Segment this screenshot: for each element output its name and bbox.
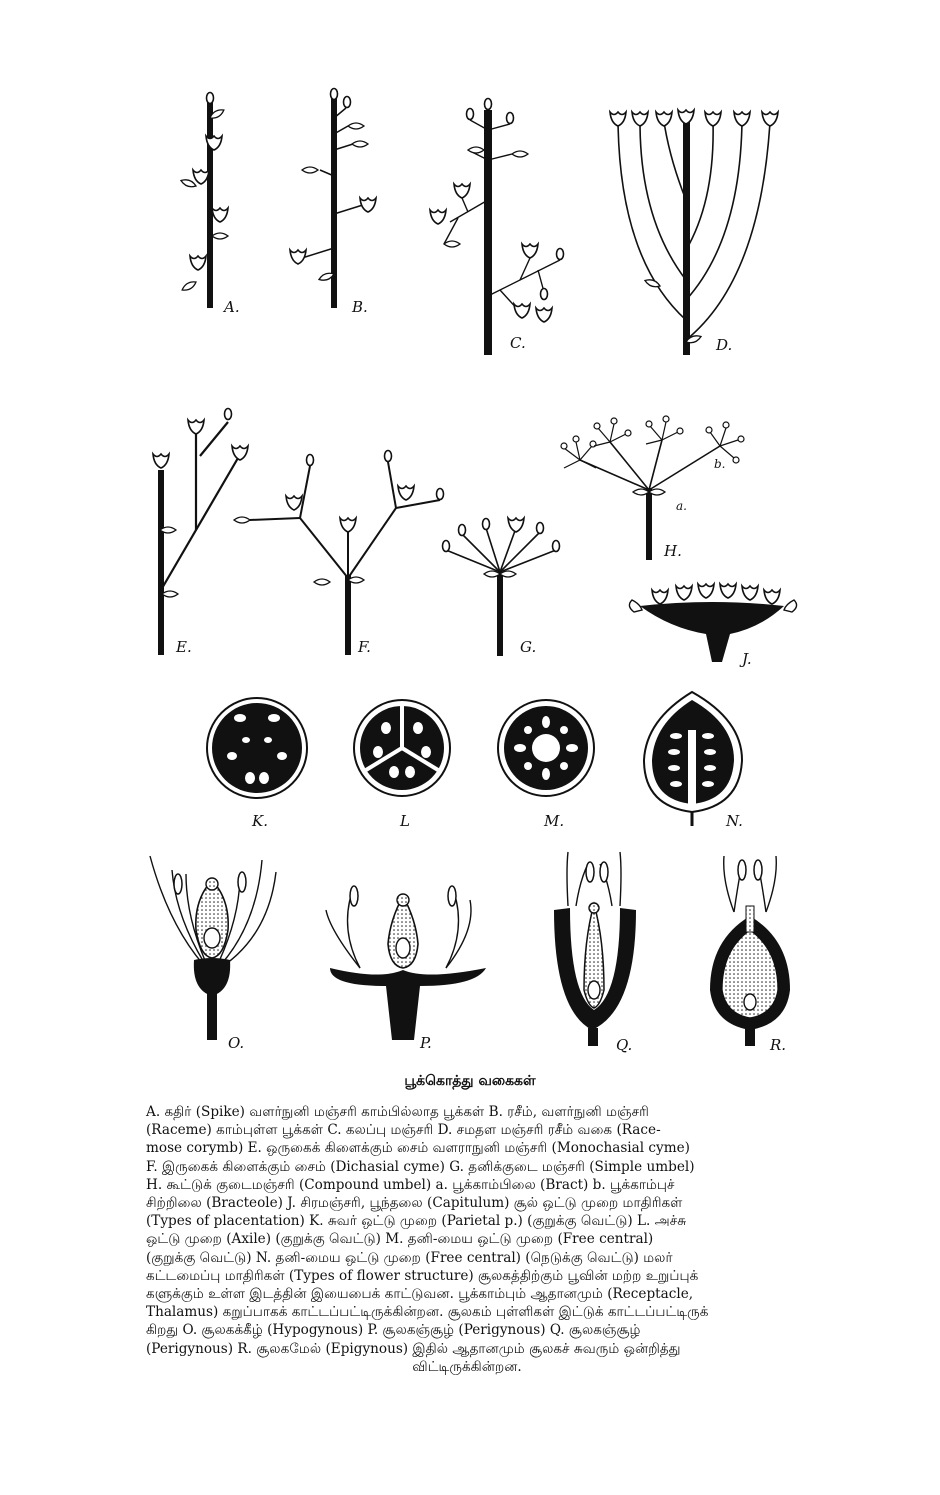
caption-line: (Types of placentation) K. சுவர் ஒட்டு முறை (Parietal p.) (குறுக்கு வெட்டு) L. அச்சு xyxy=(146,1213,687,1230)
figure-l-label: L xyxy=(400,812,410,830)
figure-c-label: C. xyxy=(510,334,526,352)
figure-n-label: N. xyxy=(726,812,743,830)
caption-line: (Perigynous) R. சூலகமேல் (Epigynous) இதில் ஆதானமும் சூலகச் சுவரும் ஒன்றித்து xyxy=(146,1340,681,1357)
caption-line: ஒட்டு முறை (Axile) (குறுக்கு வெட்டு) M. தனி-மைய ஒட்டு முறை (Free central) xyxy=(146,1231,654,1248)
caption-line: F. இருகைக் கிளைக்கும் சைம் (Dichasial cyme) G. தனிக்குடை மஞ்சரி (Simple umbel) xyxy=(146,1158,695,1175)
figure-p-label: P. xyxy=(420,1034,432,1052)
figure-g-simple-umbel xyxy=(443,518,560,656)
figure-d-label: D. xyxy=(716,336,733,354)
caption-line: Thalamus) கறுப்பாகக் காட்டப்பட்டிருக்கின்றன. சூலகம் புள்ளிகள் இட்டுக் காட்டப்பட்டிருக் xyxy=(146,1304,709,1321)
figure-e-monochasial xyxy=(153,409,248,657)
figure-h-compound-umbel xyxy=(561,416,744,560)
figure-m-free-central xyxy=(498,700,594,830)
figure-n-free-central-ls xyxy=(644,692,743,830)
caption-body xyxy=(146,1103,788,1376)
figure-b-label: B. xyxy=(352,298,368,316)
figure-o-label: O. xyxy=(228,1034,245,1052)
caption-line: கட்டமைப்பு மாதிரிகள் (Types of flower structure) சூலகத்திற்கும் பூவின் மற்ற உறுப்புக் xyxy=(146,1267,699,1284)
bracteole-mark-b: b. xyxy=(714,457,726,471)
caption-line: mose corymb) E. ஒருகைக் கிளைக்கும் சைம் வளராநுனி மஞ்சரி (Monochasial cyme) xyxy=(146,1140,690,1157)
figure-f-label: F. xyxy=(358,638,371,656)
caption-line: களுக்கும் உள்ள இடத்தின் இயைபைக் காட்டுவன. பூக்காம்பும் ஆதானமும் (Receptacle, xyxy=(146,1286,694,1303)
caption-line: (Raceme) காம்புள்ள பூக்கள் C. கலப்பு மஞ்சரி D. சமதள மஞ்சரி ரசீம் வகை (Race- xyxy=(146,1122,661,1139)
figure-o-hypogynous xyxy=(150,856,276,1052)
bract-mark-a: a. xyxy=(676,499,687,513)
figure-j-capitulum xyxy=(629,584,796,668)
figure-f-dichasial xyxy=(234,451,444,657)
caption-line: கிறது O. சூலகக்கீழ் (Hypogynous) P. சூலகஞ்சூழ் (Perigynous) Q. சூலகஞ்சூழ் xyxy=(146,1322,641,1339)
figure-r-label: R. xyxy=(770,1036,787,1054)
figure-q-perigynous-cup xyxy=(554,852,636,1054)
caption-line: A. கதிர் (Spike) வளர்நுனி மஞ்சரி காம்பில்லாத பூக்கள் B. ரசீம், வளர்நுனி மஞ்சரி xyxy=(146,1104,649,1120)
figure-l-axile xyxy=(354,700,450,830)
figure-k-parietal xyxy=(207,698,307,830)
figure-q-label: Q. xyxy=(616,1036,633,1054)
caption-line: H. கூட்டுக் குடைமஞ்சரி (Compound umbel) a. பூக்காம்பிலை (Bract) b. பூக்காம்புச் xyxy=(146,1176,675,1193)
figure-b-raceme xyxy=(290,89,376,317)
figure-a-spike xyxy=(180,93,240,317)
caption-title: பூக்கொத்து வகைகள் xyxy=(404,1073,536,1089)
figure-p-perigynous xyxy=(326,886,486,1052)
figure-k-label: K. xyxy=(252,812,268,830)
caption-line: சிற்றிலை (Bracteole) J. சிரமஞ்சரி, பூந்தலை (Capitulum) சூல் ஒட்டு முறை மாதிரிகள் xyxy=(146,1195,683,1212)
figure-d-corymb xyxy=(610,110,778,355)
caption-line: விட்டிருக்கின்றன. xyxy=(412,1358,522,1375)
figure-h-label: H. xyxy=(664,542,682,560)
figure-e-label: E. xyxy=(176,638,192,656)
figure-m-label: M. xyxy=(544,812,565,830)
figure-a-label: A. xyxy=(224,298,240,316)
figure-c-mixed xyxy=(430,99,564,356)
figure-g-label: G. xyxy=(520,638,537,656)
figure-j-label: J. xyxy=(742,650,752,668)
figure-r-epigynous xyxy=(710,856,790,1054)
caption-line: (குறுக்கு வெட்டு) N. தனி-மைய ஒட்டு முறை (Free central) (நெடுக்கு வெட்டு) மலர் xyxy=(146,1249,673,1266)
